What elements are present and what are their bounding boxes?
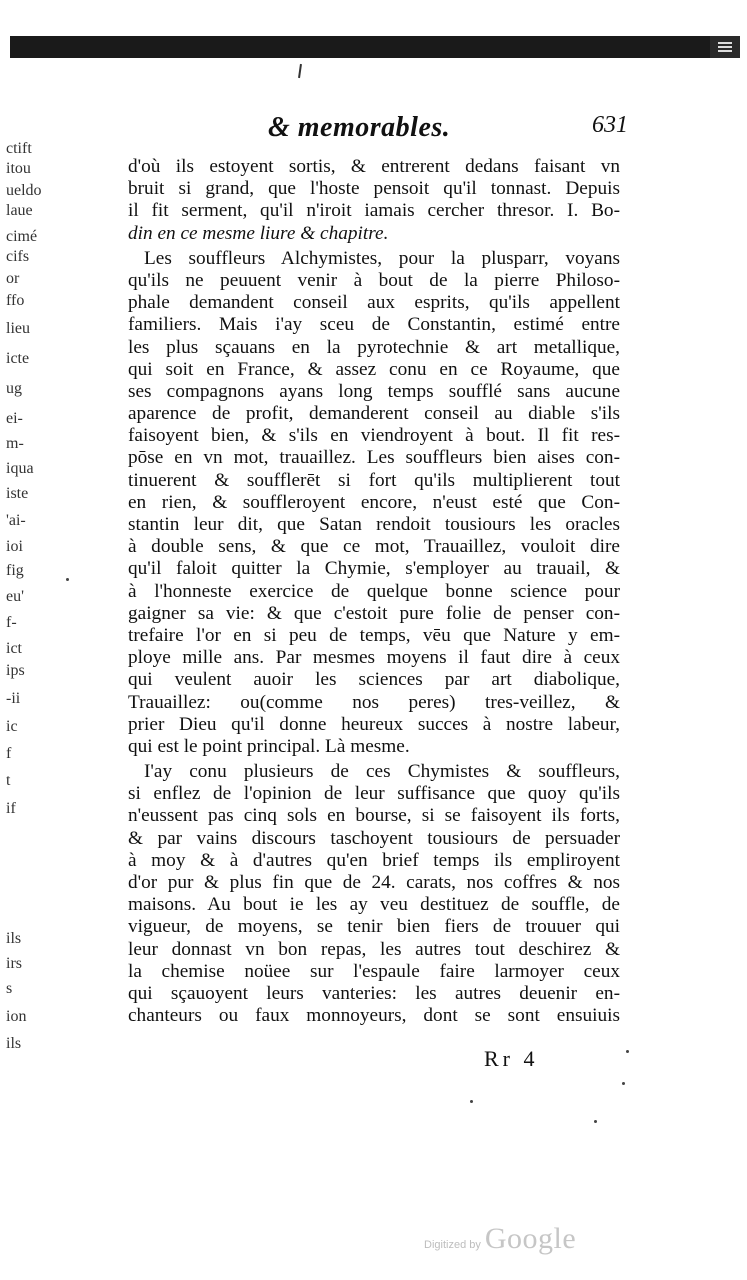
text-line: phale demandent conseil aux esprits, qu'ils appellent	[128, 292, 620, 314]
text-line: qu'il faloit quitter la Chymie, s'employer au trauail, &	[128, 558, 620, 580]
text-line: ses compagnons ayans long temps soufflé sans aucune	[128, 380, 620, 402]
text-line: din en ce mesme liure & chapitre.	[128, 222, 389, 244]
margin-fragment: ict	[6, 640, 22, 657]
margin-fragment: ic	[6, 718, 18, 735]
page-number: 631	[592, 112, 628, 138]
margin-fragment: ion	[6, 1008, 27, 1025]
margin-fragment: iqua	[6, 460, 34, 477]
ink-speck	[626, 1050, 629, 1053]
margin-fragment: ffo	[6, 292, 25, 309]
text-line: ploye mille ans. Par mesmes moyens il faut dire à ceux	[128, 647, 620, 669]
text-line: il fit serment, qu'il n'iroit iamais cercher thresor. I. Bo-	[128, 200, 620, 222]
margin-fragment: if	[6, 800, 16, 817]
text-line: bruit si grand, que l'hoste pensoit qu'il tonnast. Depuis	[128, 178, 620, 200]
text-line: qui est le point principal. Là mesme.	[128, 735, 410, 757]
margin-fragment: laue	[6, 202, 33, 219]
margin-fragment: lieu	[6, 320, 30, 337]
margin-fragment: ils	[6, 930, 22, 947]
text-line: qu'ils ne peuuent venir à bout de la pierre Philoso-	[128, 269, 620, 291]
text-line: I'ay conu plusieurs de ces Chymistes & souffleurs,	[144, 761, 620, 783]
text-line: à moy & à d'autres qu'en brief temps ils empliroyent	[128, 849, 620, 871]
margin-fragment: fig	[6, 562, 24, 579]
text-line: la chemise noüee sur l'espaule faire larmoyer ceux	[128, 960, 620, 982]
text-line: n'eussent pas cinq sols en bourse, si se faisoyent ils forts,	[128, 805, 620, 827]
text-line: chanteurs ou faux monnoyeurs, dont se sont ensuiuis	[128, 1005, 620, 1027]
text-line: d'or pur & plus fin que de 24. carats, nos coffres & nos	[128, 872, 620, 893]
menu-icon	[710, 36, 740, 58]
text-line: à double sens, & que ce mot, Trauaillez, vouloit dire	[128, 536, 620, 558]
signature-mark: Rr 4	[484, 1046, 539, 1071]
margin-fragment: ug	[6, 380, 22, 397]
margin-fragment: ils	[6, 1035, 22, 1052]
text-line: les plus sçauans en la pyrotechnie & art metallique,	[128, 336, 620, 358]
ink-speck	[66, 578, 69, 581]
text-line: gaigner sa vie: & que c'estoit pure folie de penser con-	[128, 602, 620, 624]
margin-fragment: 'ai-	[6, 512, 26, 529]
margin-fragment: icte	[6, 350, 30, 367]
text-line: leur donnast vn bon repas, les autres tout deschirez &	[128, 938, 620, 960]
running-head: & memorables.	[268, 112, 451, 143]
ink-speck	[470, 1100, 473, 1103]
text-line: Trauaillez: ou(comme nos peres) tres-veillez, &	[128, 691, 620, 713]
watermark-prefix: Digitized by	[424, 1239, 481, 1251]
margin-fragment: or	[6, 270, 20, 287]
text-line: stantin leur dit, que Satan rendoit tousiours les oracles	[128, 514, 620, 535]
text-line: qui soit en France, & assez conu en ce Royaume, que	[128, 358, 620, 380]
margin-fragment: ei-	[6, 410, 23, 427]
text-line: en rien, & souffleroyent encore, n'eust esté que Con-	[128, 491, 620, 513]
text-line: d'où ils estoyent sortis, & entrerent dedans faisant vn	[128, 156, 620, 177]
text-line: trefaire l'or en si peu de temps, vēu que Nature y em-	[128, 624, 620, 646]
text-line: à l'honneste exercice de quelque bonne science pour	[128, 580, 620, 602]
margin-fragment: ips	[6, 662, 25, 679]
scan-top-border	[10, 36, 710, 58]
margin-fragment: ioi	[6, 538, 23, 555]
body-text	[128, 156, 620, 1027]
margin-fragment: cifs	[6, 248, 30, 265]
text-line: & par vains discours taschoyent tousiours de persuader	[128, 827, 620, 849]
margin-fragment: t	[6, 772, 11, 789]
text-line: tinuerent & soufflerēt si fort qu'ils multiplierent tout	[128, 469, 620, 491]
text-line: familiers. Mais i'ay sceu de Constantin, estimé entre	[128, 314, 620, 336]
margin-fragment: f	[6, 745, 12, 762]
text-line: qui veulent auoir les sciences par art diabolique,	[128, 669, 620, 691]
margin-fragment: irs	[6, 955, 22, 972]
text-line: aparence de profit, demanderent conseil au diable s'ils	[128, 403, 620, 425]
text-line: prier Dieu qu'il donne heureux succes à nostre labeur,	[128, 713, 620, 735]
page-header	[268, 112, 628, 152]
margin-fragment: m-	[6, 435, 24, 452]
margin-fragment: -ii	[6, 690, 21, 707]
ink-speck	[594, 1120, 597, 1123]
text-line: pōse en vn mot, trauaillez. Les souffleurs bien aises con-	[128, 447, 620, 469]
margin-fragment: s	[6, 980, 13, 997]
text-line: qui sçauoyent leurs vanteries: les autres deuenir en-	[128, 982, 620, 1004]
google-logo: Google	[484, 1222, 577, 1255]
margin-fragment: eu'	[6, 588, 24, 605]
ink-mark	[298, 64, 302, 78]
text-line: si enflez de l'opinion de leur suffisance que quoy qu'ils	[128, 783, 620, 805]
margin-fragment: itou	[6, 160, 31, 177]
text-line: Les souffleurs Alchymistes, pour la plusparr, voyans	[144, 247, 620, 269]
margin-fragment: ueldo	[6, 182, 42, 199]
digitized-watermark	[424, 1222, 576, 1256]
margin-fragment: ctift	[6, 140, 32, 157]
margin-fragment: f-	[6, 614, 17, 631]
margin-fragment: cimé	[6, 228, 38, 245]
text-line: maisons. Au bout ie les ay veu destituez de souffle, de	[128, 894, 620, 916]
ink-speck	[622, 1082, 625, 1085]
text-line: faisoyent bien, & s'ils en viendroyent à bout. Il fit res-	[128, 425, 620, 447]
text-line: vigueur, de moyens, se tenir bien fiers de trouuer qui	[128, 916, 620, 938]
margin-fragment: iste	[6, 485, 29, 502]
